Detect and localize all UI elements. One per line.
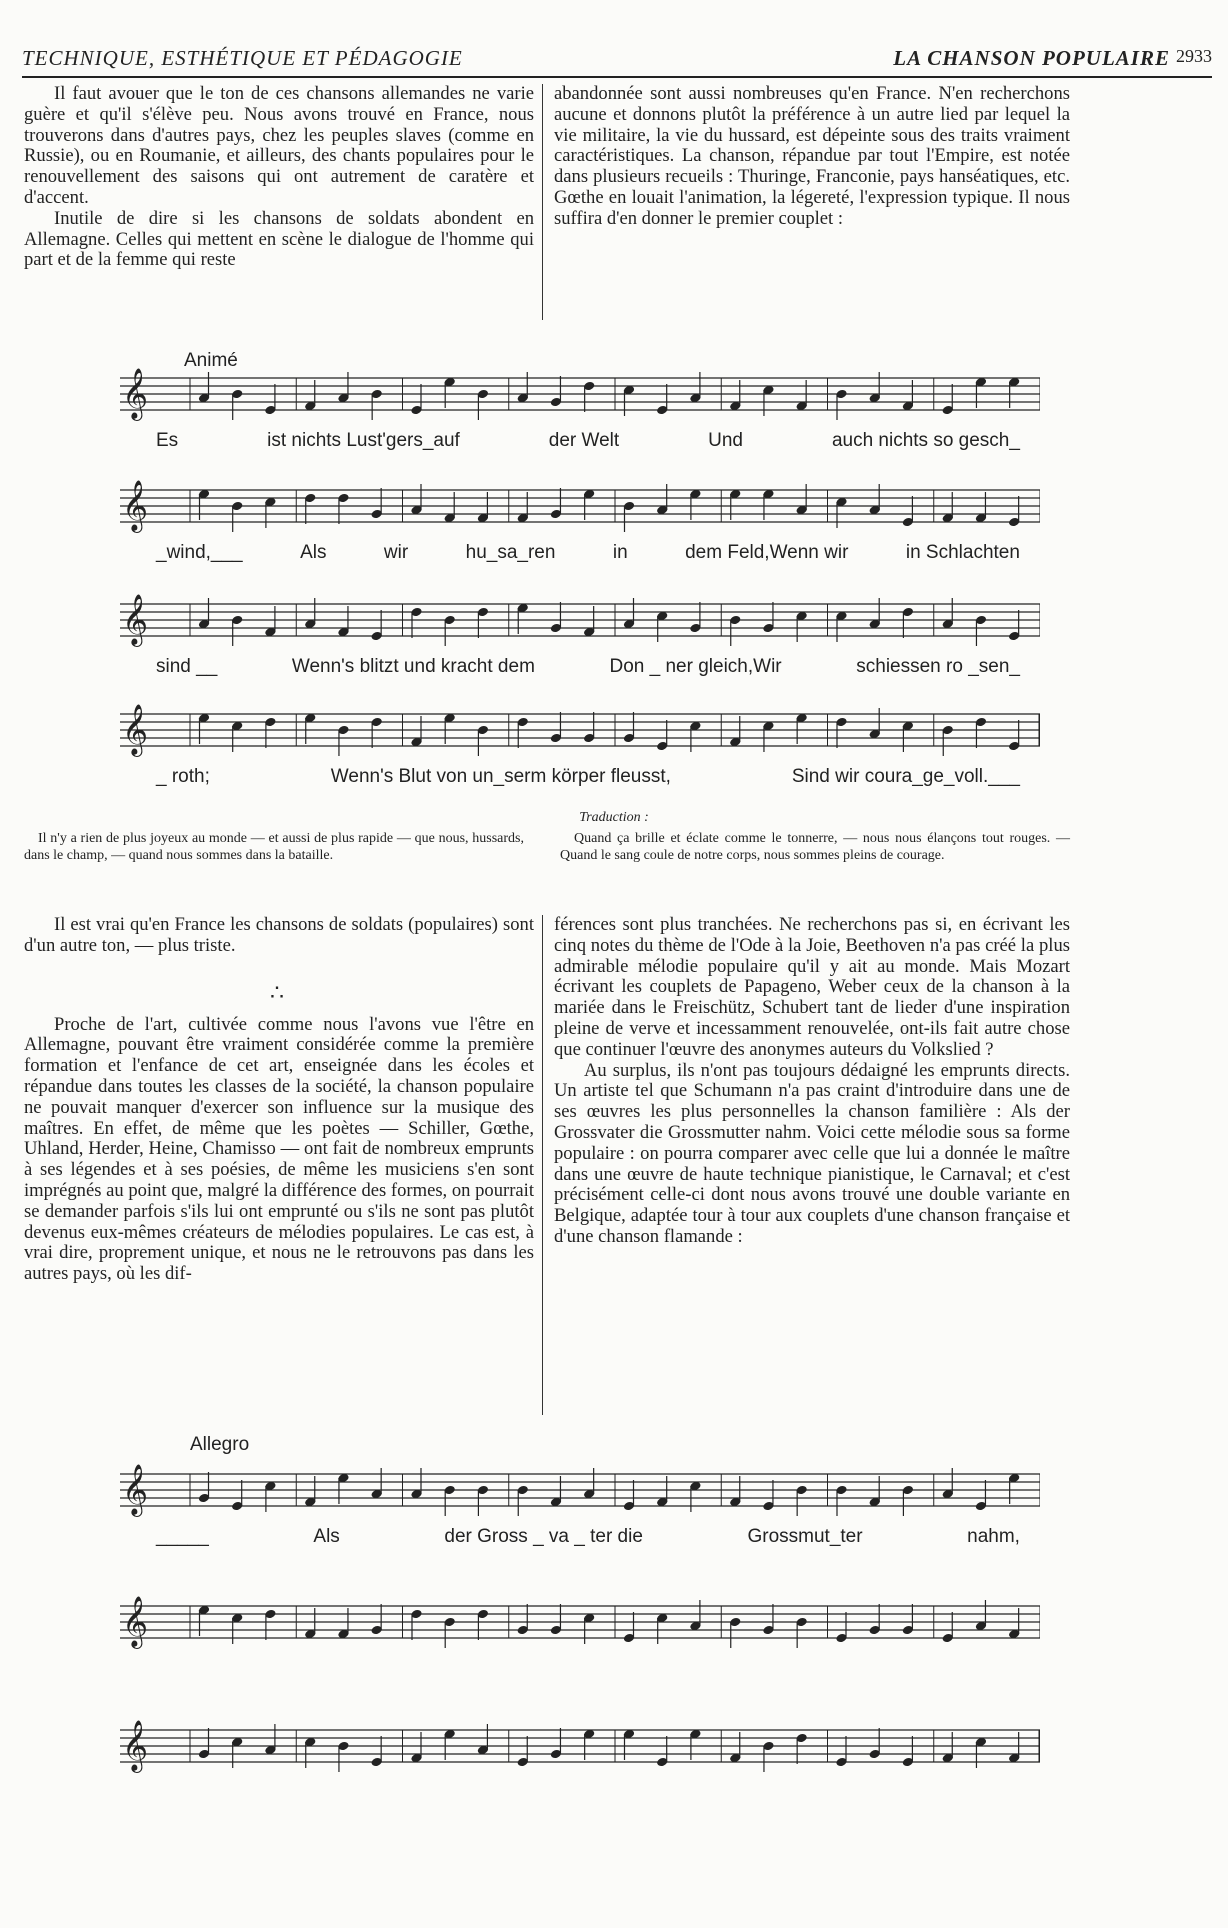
lyric-syllable: Don _ ner gleich,Wir: [609, 656, 782, 677]
treble-clef-icon: 𝄞: [122, 1464, 149, 1515]
score-1: [120, 338, 1040, 798]
intro-left-paragraph-2: Inutile de dire si les chansons de soldats abondent en Allemagne. Celles qui mettent en scène le dialogue de l'homme qui part et de la femme qui reste: [24, 207, 534, 271]
page-number: 2933: [1176, 46, 1212, 66]
lyric-syllable: nahm,: [967, 1526, 1020, 1547]
translation-title: Traduction :: [579, 810, 649, 825]
translation-left: [24, 830, 524, 864]
score-2-tempo: Allegro: [190, 1434, 250, 1455]
staff: [120, 1596, 1040, 1649]
lyric-syllable: wir: [383, 542, 409, 563]
staff: [120, 368, 1040, 421]
body-left-column: [24, 915, 534, 1285]
score-1-lyrics-line-1: [156, 430, 1020, 452]
body-left-paragraph-2: Proche de l'art, cultivée comme nous l'avons vue l'être en Allemagne, pouvant être vraiment considérée comme la première formation et l'enfance de cet art, enseignée dans les écoles et répandue dans toutes les classes de la société, la chanson populaire ne pouvait manquer d'exercer son influence sur la musique des maîtres. En effet, de même que les poètes — Schiller, Gœthe, Uhland, Herder, Heine, Chamisso — ont fait de nombreux emprunts à ses légendes et à ses poésies, de même les musiciens s'en sont imprégnés au point que, malgré la différence des formes, on pourrait se demander parfois s'ils lui ont emprunté ou s'ils ne sont pas plutôt devenus eux-mêmes créateurs de mélodies populaires. Le cas est, à vrai dire, proprement unique, et nous ne le retrouvons pas dans les autres pays, où les dif-: [24, 1013, 534, 1285]
treble-clef-icon: 𝄞: [122, 1596, 149, 1647]
body-column-rule: [542, 915, 543, 1415]
lyric-syllable: Wenn's Blut von un_serm körper fleusst,: [330, 766, 671, 787]
lyric-syllable: hu_sa_ren: [465, 542, 556, 563]
lyric-syllable: Als: [300, 542, 327, 563]
lyric-syllable: in: [612, 542, 628, 563]
lyric-syllable: sind __: [156, 656, 218, 677]
treble-clef-icon: 𝄞: [122, 704, 149, 755]
lyric-syllable: der Gross _ va _ ter die: [444, 1526, 643, 1547]
running-head: [22, 46, 1212, 78]
body-right-paragraph-1: férences sont plus tranchées. Ne recherchons pas si, en écrivant les cinq notes du thème de l'Ode à la Joie, Beethoven n'a pas créé la plus admirable mélodie populaire qu'il y ait au monde. Mais Mozart écrivant les couplets de Papageno, Weber ceux de la chanson à la mariée dans le Freischütz, Schubert tant de lieder d'une inspiration pleine de verve et incessamment renouvelée, ont-ils fait autre chose que continuer l'œuvre des anonymes auteurs du Volkslied ?: [554, 914, 1070, 1060]
intro-right-paragraph-1: abandonnée sont aussi nombreuses qu'en France. N'en recherchons aucune et donnons plutôt la préférence à un autre lied par lequel la vie militaire, la vie du hussard, est dépeinte sous des traits vraiment caractéristiques. La chanson, répandue par tout l'Empire, est notée dans plusieurs recueils : Thuringe, Franconie, pays hanséatiques, etc. Gœthe en louait l'animation, la légereté, l'expression typique. Il nous suffira d'en donner le premier couplet :: [554, 83, 1070, 229]
lyric-syllable: Wenn's blitzt und kracht dem: [291, 656, 535, 677]
translation-right-text: Quand ça brille et éclate comme le tonnerre, — nous nous élançons tout rouges. — Quand le sang coule de notre corps, nous sommes pleins de courage.: [560, 831, 1070, 863]
score-2-staves: [120, 1430, 1040, 1880]
lyric-syllable: Grossmut_ter: [747, 1526, 863, 1547]
lyric-syllable: Es: [156, 430, 179, 451]
lyric-syllable: schiessen ro _sen_: [856, 656, 1020, 677]
translation-right: [560, 830, 1070, 864]
intro-left-paragraph-1: Il faut avouer que le ton de ces chansons allemandes ne varie guère et qu'il s'élève peu. Nous avons trouvé en France, nous trouverons dans d'autres pays, chez les peuples slaves (comme en Russie), ou en Roumanie, et ailleurs, des chants populaires pour le renouvellement des saisons qui ont autrement de caratère et d'accent.: [24, 83, 534, 208]
intro-right-column: [554, 84, 1070, 230]
score-2-lyrics-line-1: [156, 1526, 1020, 1548]
score-1-lyrics-line-4: [156, 766, 1020, 788]
treble-clef-icon: 𝄞: [122, 368, 149, 419]
running-head-right: LA CHANSON POPULAIRE: [893, 46, 1170, 70]
translation-left-text: Il n'y a rien de plus joyeux au monde — et aussi de plus rapide — que nous, hussards, dans le champ, — quand nous sommes dans la bataille.: [24, 831, 524, 863]
running-head-left: TECHNIQUE, ESTHÉTIQUE ET PÉDAGOGIE: [22, 46, 463, 70]
staff: [120, 480, 1040, 533]
lyric-syllable: auch nichts so gesch_: [831, 430, 1020, 451]
staff: [120, 1720, 1040, 1773]
staff: [120, 1464, 1040, 1517]
treble-clef-icon: 𝄞: [122, 1720, 149, 1771]
asterism: ∴: [270, 980, 288, 1005]
lyric-syllable: Und: [708, 430, 743, 451]
score-1-lyrics-line-3: [156, 656, 1020, 678]
lyric-syllable: ist nichts Lust'gers_auf: [267, 430, 460, 451]
body-right-paragraph-2: Au surplus, ils n'ont pas toujours dédaigné les emprunts directs. Un artiste tel que Schumann n'a pas craint d'introduire dans une de ses œuvres les plus personnelles la chanson familière : Als der Grossvater die Grossmutter nahm. Voici cette mélodie sous sa forme populaire : on pourra comparer avec celle que lui a donnée le maître dans une œuvre de haute technique pianistique, le Carnaval; et c'est précisément celle-ci dont nous avons trouvé une double variante en Belgique, adaptée tour à tour aux couplets d'une chanson française et d'une chanson flamande :: [554, 1059, 1070, 1247]
score-2: [120, 1430, 1040, 1880]
score-1-lyrics-line-2: [156, 542, 1020, 564]
lyric-syllable: _wind,___: [156, 542, 243, 563]
lyric-syllable: _ roth;: [156, 766, 210, 787]
lyric-syllable: der Welt: [548, 430, 620, 451]
body-left-paragraph-1: Il est vrai qu'en France les chansons de soldats (populaires) sont d'un autre ton, — plus triste.: [24, 914, 534, 956]
lyric-syllable: Sind wir coura_ge_voll.___: [791, 766, 1020, 787]
intro-left-column: [24, 84, 534, 271]
lyric-syllable: _____: [156, 1526, 209, 1547]
body-right-column: [554, 915, 1070, 1248]
lyric-syllable: dem Feld,Wenn wir: [685, 542, 849, 563]
treble-clef-icon: 𝄞: [122, 594, 149, 645]
staff: [120, 704, 1040, 757]
lyric-syllable: Als: [313, 1526, 340, 1547]
treble-clef-icon: 𝄞: [122, 480, 149, 531]
score-1-tempo: Animé: [184, 350, 238, 371]
lyric-syllable: in Schlachten: [905, 542, 1020, 563]
intro-column-rule: [542, 84, 543, 320]
staff: [120, 594, 1040, 647]
score-1-staves: [120, 338, 1040, 798]
